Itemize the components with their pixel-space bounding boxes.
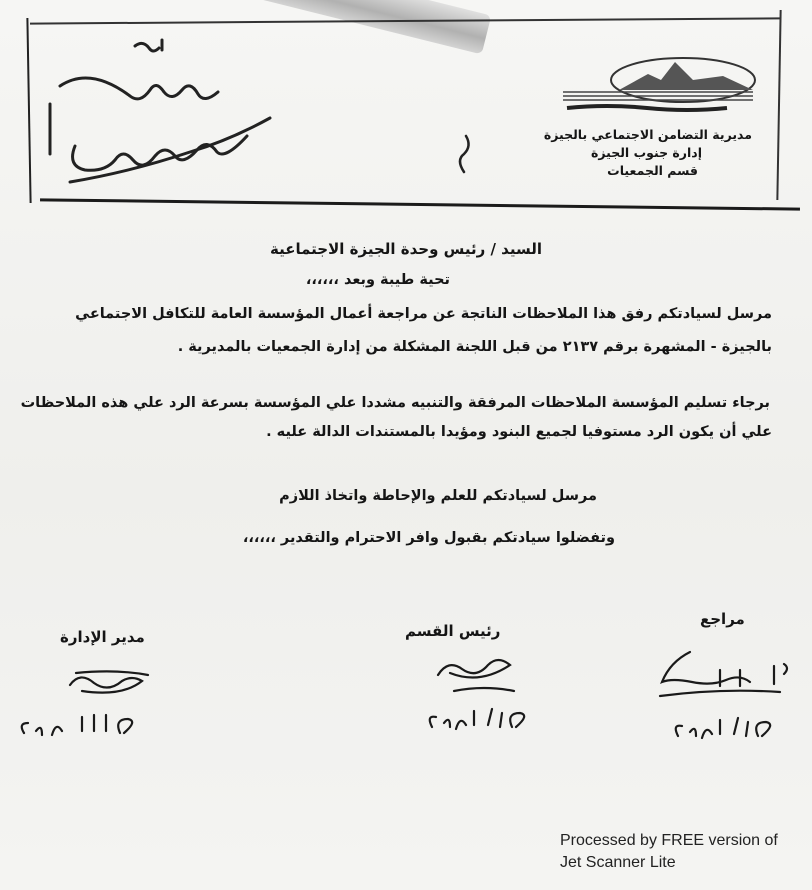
reviewer-signature: [650, 640, 800, 750]
handwritten-mark: [452, 132, 474, 176]
paragraph-line-3: برجاء تسليم المؤسسة الملاحظات المرفقة والتنبيه مشددا علي المؤسسة بسرعة الرد علي هذه الملاحظات: [20, 395, 770, 411]
section-head-title: رئيس القسم: [405, 622, 501, 640]
watermark-line-2: Jet Scanner Lite: [560, 854, 676, 871]
closing-line-1: مرسل لسيادتكم للعلم والإحاطة واتخاذ اللازم: [279, 488, 597, 504]
addressee-line: السيد / رئيس وحدة الجيزة الاجتماعية: [270, 240, 542, 258]
paragraph-line-4: علي أن يكون الرد مستوفيا لجميع البنود ومؤيدا بالمستندات الدالة عليه .: [266, 424, 772, 440]
closing-line-2: وتفضلوا سيادتكم بقبول وافر الاحترام والتقدير ،،،،،،: [242, 530, 615, 546]
org-line-section: قسم الجمعيات: [607, 163, 698, 178]
organization-header: [492, 126, 752, 180]
paragraph-line-2: بالجيزة - المشهرة برقم ٢١٣٧ من قبل اللجنة المشكلة من إدارة الجمعيات بالمديرية .: [177, 339, 772, 355]
scanner-watermark: [560, 830, 778, 874]
paragraph-line-1: مرسل لسيادتكم رفق هذا الملاحظات الناتجة عن مراجعة أعمال المؤسسة العامة للتكافل الاجتماعي: [75, 306, 772, 322]
watermark-line-1: Processed by FREE version of: [560, 832, 778, 849]
org-line-administration: إدارة جنوب الجيزة: [590, 145, 702, 160]
governorate-logo: [553, 52, 761, 120]
frame-right-line: [776, 10, 781, 200]
section-head-signature: [418, 645, 558, 735]
director-title: مدير الإدارة: [60, 628, 145, 646]
handwritten-register-note: [40, 34, 300, 194]
director-signature: [10, 655, 170, 745]
header-rule: [40, 198, 800, 210]
org-line-directorate: مديرية التضامن الاجتماعي بالجيزة: [543, 127, 752, 142]
reviewer-title: مراجع: [700, 610, 745, 628]
greeting-line: تحية طيبة وبعد ،،،،،،: [305, 272, 450, 288]
frame-left-line: [26, 18, 31, 203]
